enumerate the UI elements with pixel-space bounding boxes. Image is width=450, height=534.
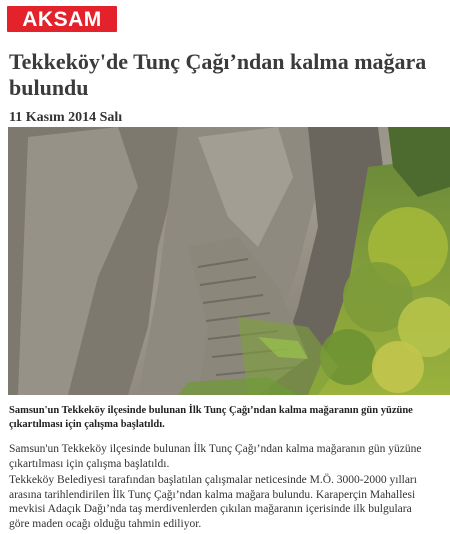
- article-photo: [8, 127, 450, 395]
- article-paragraph-1: Samsun'un Tekkeköy ilçesinde bulunan İlk Tunç Çağı’ndan kalma mağaranın gün yüzüne çıkartılması için çalışma başlatıldı.: [9, 443, 422, 470]
- rock-stairs-photo: [8, 127, 450, 395]
- article-date: 11 Kasım 2014 Salı: [9, 110, 123, 125]
- article-headline: Tekkeköy'de Tunç Çağı’ndan kalma mağara bulundu: [9, 49, 427, 100]
- article-lead: Samsun'un Tekkeköy ilçesinde bulunan İlk Tunç Çağı’ndan kalma mağaranın gün yüzüne çıkartılması için çalışma başlatıldı.: [9, 405, 413, 430]
- newspaper-logo[interactable]: [7, 6, 117, 32]
- logo-text: AKSAM: [22, 7, 102, 31]
- article-paragraph-2: Tekkeköy Belediyesi tarafından başlatılan çalışmalar neticesinde M.Ö. 3000-2000 yılları arasına tarihlendirilen İlk Tunç Çağı’ndan kalma mağara bulundu. Karaperçin Mahallesi mevkisi Adaçık Dağı’nda taş merdivenlerden çıkılan mağaranın içerisinde ilk bulgulara göre maden ocağı olduğu tahmin ediliyor.: [9, 474, 417, 530]
